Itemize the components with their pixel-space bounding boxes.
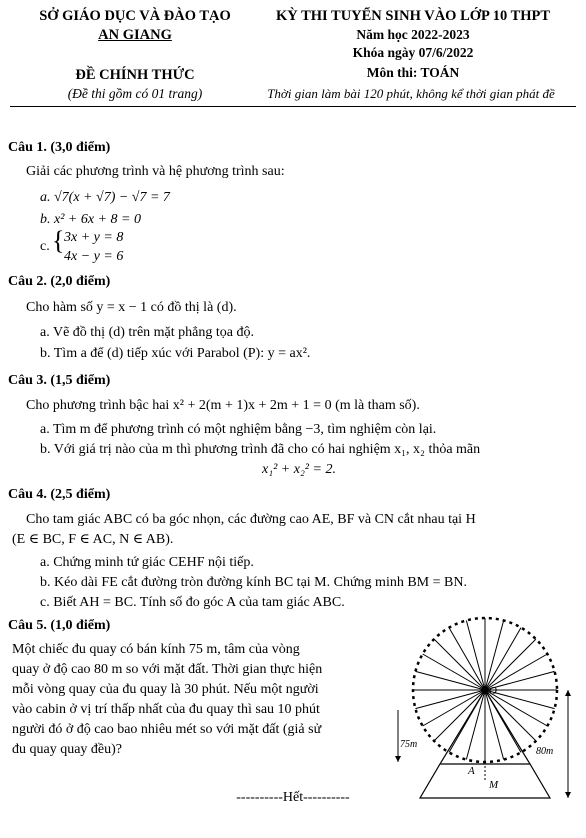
dim-75-arrow <box>395 756 401 762</box>
dept-line-2: AN GIANG <box>98 27 172 43</box>
q4-a: a. Chứng minh tứ giác CEHF nội tiếp. <box>40 555 254 570</box>
ferris-wheel-spoke <box>415 690 485 709</box>
label-m: M <box>489 779 499 791</box>
support-left <box>440 690 485 764</box>
school-year: Năm học 2022-2023 <box>356 27 470 42</box>
q2-intro: Cho hàm số y = x − 1 có đồ thị là (d). <box>26 300 237 315</box>
exam-date: Khóa ngày 07/6/2022 <box>352 45 474 60</box>
ferris-wheel-figure <box>390 610 580 806</box>
ferris-wheel-spoke <box>485 620 504 690</box>
q1-c-label: c. <box>40 239 50 254</box>
ferris-wheel-spoke <box>415 671 485 690</box>
dim-80-arrow-top <box>565 690 571 696</box>
q3-intro: Cho phương trình bậc hai x² + 2(m + 1)x + 2m + 1 = 0 (m là tham số). <box>26 398 420 413</box>
q2-a: a. Vẽ đồ thị (d) trên mặt phẳng tọa độ. <box>40 325 254 340</box>
q4-intro-1: Cho tam giác ABC có ba góc nhọn, các đường cao AE, BF và CN cắt nhau tại H <box>26 512 476 527</box>
ferris-wheel-spoke <box>466 690 485 760</box>
q3-a: a. Tìm m để phương trình có một nghiệm bằng −3, tìm nghiệm còn lại. <box>40 422 437 437</box>
exam-title: KỲ THI TUYỂN SINH VÀO LỚP 10 THPT <box>275 8 551 24</box>
subject: Môn thi: TOÁN <box>366 65 460 80</box>
support-right <box>485 690 530 764</box>
q5-line-5: người đó ở độ cao bao nhiêu mét so với mặt đất (giả sử <box>12 722 322 737</box>
time-note: Thời gian làm bài 120 phút, không kể thời gian phát đề <box>267 86 555 101</box>
q1-c-eq2: 4x − y = 6 <box>64 249 124 264</box>
dept-line-1: SỞ GIÁO DỤC VÀ ĐÀO TẠO <box>39 8 231 24</box>
q5-line-6: đu quay quay đều)? <box>12 742 123 757</box>
q4-b: b. Kéo dài FE cắt đường tròn đường kính BC tại M. Chứng minh BM = BN. <box>40 575 467 590</box>
ferris-wheel-spoke <box>466 620 485 690</box>
q4-intro-2: (E ∈ BC, F ∈ AC, N ∈ AB). <box>12 532 174 547</box>
q5-line-2: quay ở độ cao 80 m so với mặt đất. Thời gian thực hiện <box>12 662 323 677</box>
q1-a: a. √7(x + √7) − √7 = 7 <box>40 190 170 205</box>
q1-b: b. x² + 6x + 8 = 0 <box>40 212 141 227</box>
ferris-wheel-spoke <box>485 690 504 760</box>
q5-line-3: mỗi vòng quay của đu quay là 30 phút. Nếu một người <box>12 682 319 697</box>
q4-title: Câu 4. (2,5 điểm) <box>8 487 111 502</box>
pages-note: (Đề thi gồm có 01 trang) <box>67 86 203 101</box>
label-80: 80m <box>536 746 554 757</box>
end-marker: ----------Hết---------- <box>236 790 350 805</box>
official-label: ĐỀ CHÍNH THỨC <box>75 67 195 83</box>
q5-line-1: Một chiếc đu quay có bán kính 75 m, tâm của vòng <box>12 642 300 657</box>
q1-c-brace: { <box>52 226 65 255</box>
q2-b: b. Tìm a để (d) tiếp xúc với Parabol (P): y = ax². <box>40 346 311 361</box>
q1-title: Câu 1. (3,0 điểm) <box>8 140 111 155</box>
q5-title: Câu 5. (1,0 điểm) <box>8 618 111 633</box>
label-o: O <box>489 685 497 697</box>
q3-title: Câu 3. (1,5 điểm) <box>8 373 111 388</box>
q2-title: Câu 2. (2,0 điểm) <box>8 274 111 289</box>
q5-line-4: vào cabin ở vị trí thấp nhất của đu quay thì sau 10 phút <box>12 702 320 717</box>
q3-b-formula: x₁² + x₂² = 2. <box>262 462 336 477</box>
q4-c: c. Biết AH = BC. Tính số đo góc A của tam giác ABC. <box>40 595 345 610</box>
q3-b: b. Với giá trị nào của m thì phương trình đã cho có hai nghiệm x₁, x₂ thỏa mãn <box>40 442 481 457</box>
label-a: A <box>468 765 475 777</box>
header-rule <box>10 106 576 107</box>
label-75: 75m <box>400 739 418 750</box>
q1-c-eq1: 3x + y = 8 <box>64 230 124 245</box>
q1-intro: Giải các phương trình và hệ phương trình sau: <box>26 164 285 179</box>
